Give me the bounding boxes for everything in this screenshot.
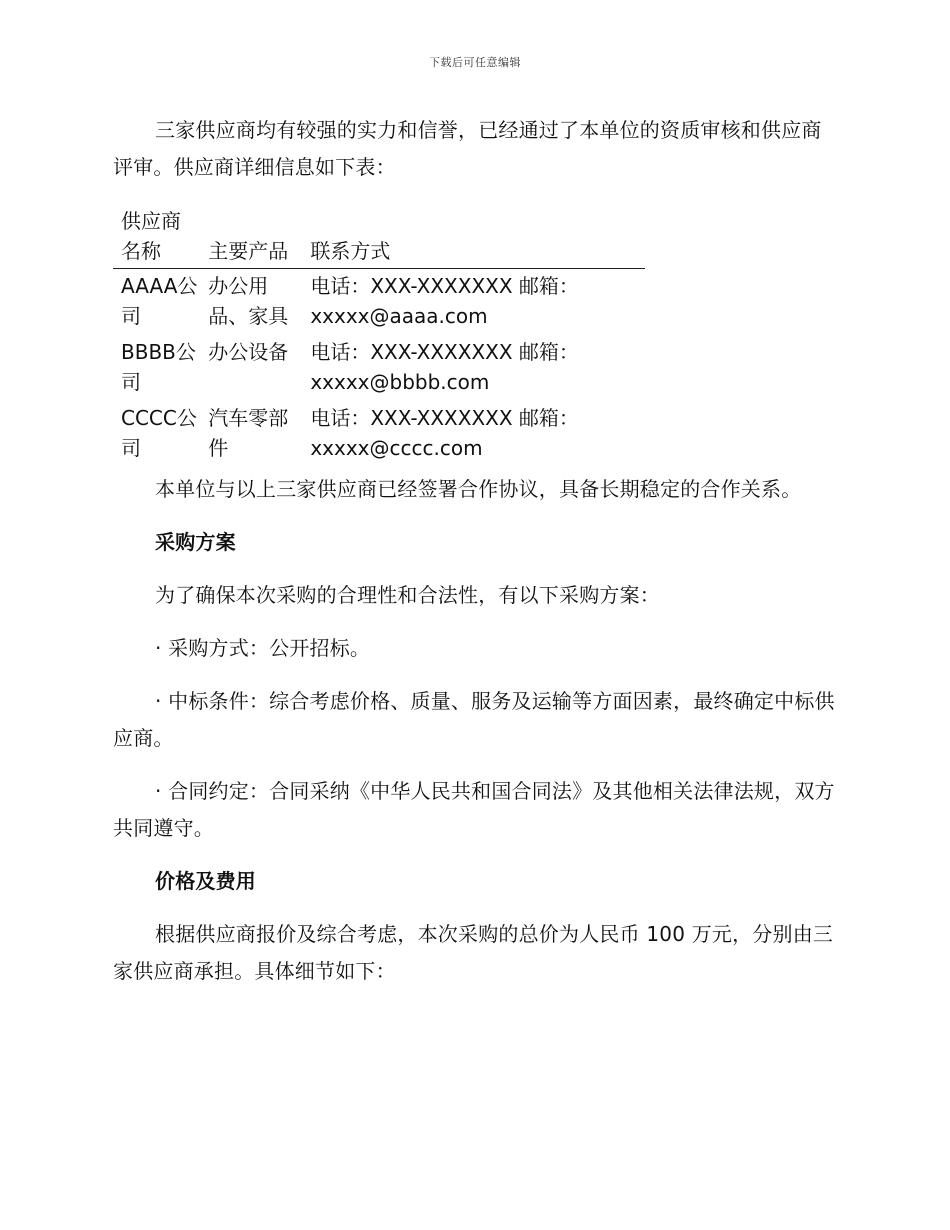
procurement-intro: 为了确保本次采购的合理性和合法性，有以下采购方案：	[155, 583, 660, 607]
procurement-item-contract: · 合同约定：合同采纳《中华人民共和国合同法》及其他相关法律法规，双方共同遵守。	[113, 779, 835, 840]
procurement-item-award: · 中标条件：综合考虑价格、质量、服务及运输等方面因素，最终确定中标供应商。	[113, 689, 835, 750]
supplier-contact-cell: 电话：XXX-XXXXXXX 邮箱：xxxxx@cccc.com	[310, 406, 579, 460]
supplier-contact-cell: 电话：XXX-XXXXXXX 邮箱：xxxxx@aaaa.com	[310, 274, 579, 328]
header-main-product: 主要产品	[200, 206, 302, 269]
supplier-product-cell: 办公设备	[208, 340, 289, 364]
supplier-product-cell: 办公用品、家具	[208, 274, 289, 328]
document-body	[113, 112, 835, 990]
supplier-product-cell: 汽车零部件	[208, 406, 289, 460]
table-row	[113, 269, 645, 336]
supplier-name-cell: CCCC公司	[121, 406, 197, 460]
supplier-contact-cell: 电话：XXX-XXXXXXX 邮箱：xxxxx@bbbb.com	[310, 340, 579, 394]
procurement-item-method: · 采购方式：公开招标。	[155, 636, 371, 660]
header-contact: 联系方式	[302, 206, 645, 269]
procurement-heading: 采购方案	[155, 530, 236, 554]
table-header-row	[113, 206, 645, 269]
header-supplier-name: 供应商名称	[113, 206, 200, 269]
supplier-table	[113, 206, 645, 467]
supplier-name-cell: BBBB公司	[121, 340, 196, 394]
supplier-name-cell: AAAA公司	[121, 274, 198, 328]
table-row	[113, 401, 645, 467]
intro-paragraph: 三家供应商均有较强的实力和信誉，已经通过了本单位的资质审核和供应商评审。供应商详细信息如下表：	[113, 118, 822, 179]
page-header: 下载后可任意编辑	[429, 56, 521, 69]
pricing-paragraph: 根据供应商报价及综合考虑，本次采购的总价为人民币 100 万元，分别由三家供应商承担。具体细节如下：	[113, 922, 834, 983]
cooperation-paragraph: 本单位与以上三家供应商已经签署合作协议，具备长期稳定的合作关系。	[155, 477, 802, 501]
table-row	[113, 335, 645, 401]
pricing-heading: 价格及费用	[155, 869, 256, 893]
